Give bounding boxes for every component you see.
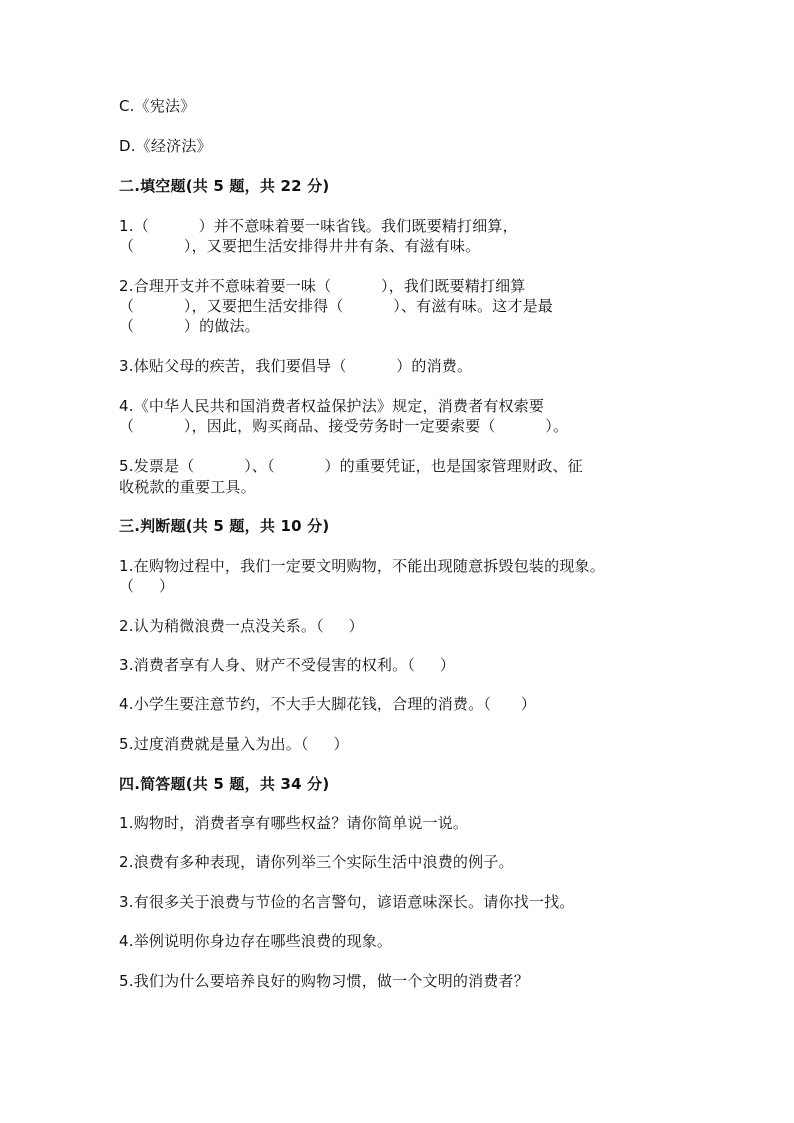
section-short-answer-heading: 四.简答题(共 5 题，共 34 分)	[119, 775, 330, 793]
section-fill-blank-heading: 二.填空题(共 5 题，共 22 分)	[119, 177, 330, 195]
option-d: D.《经济法》	[119, 137, 212, 155]
section-judgment-heading: 三.判断题(共 5 题，共 10 分)	[119, 517, 330, 535]
short-q2: 2.浪费有多种表现，请你列举三个实际生活中浪费的例子。	[119, 853, 514, 871]
fill-q4-line1: 4.《中华人民共和国消费者权益保护法》规定，消费者有权索要	[119, 397, 545, 415]
fill-q2-line3: （ ）的做法。	[119, 317, 260, 335]
fill-q5-line2: 收税款的重要工具。	[119, 478, 256, 496]
fill-q1-line2: （ ），又要把生活安排得井井有条、有滋有味。	[119, 237, 481, 255]
judge-q3: 3.消费者享有人身、财产不受侵害的权利。（ ）	[119, 656, 456, 674]
fill-q1-line1: 1.（ ）并不意味着要一味省钱。我们既要精打细算，	[119, 217, 518, 235]
fill-q2-line1: 2.合理开支并不意味着要一味（ ），我们既要精打细算	[119, 277, 526, 295]
option-c: C.《宪法》	[119, 97, 196, 115]
short-q3: 3.有很多关于浪费与节俭的名言警句，谚语意味深长。请你找一找。	[119, 893, 575, 911]
fill-q2-line2: （ ），又要把生活安排得（ ）、有滋有味。这才是最	[119, 297, 553, 315]
fill-q5-line1: 5.发票是（ ）、（ ）的重要凭证，也是国家管理财政、征	[119, 457, 583, 475]
judge-q2: 2.认为稍微浪费一点没关系。（ ）	[119, 617, 364, 635]
short-q5: 5.我们为什么要培养良好的购物习惯，做一个文明的消费者？	[119, 972, 529, 990]
fill-q3-line1: 3.体贴父母的疾苦，我们要倡导（ ）的消费。	[119, 357, 473, 375]
judge-q1-line1: 1.在购物过程中，我们一定要文明购物，不能出现随意拆毁包装的现象。	[119, 557, 605, 575]
short-q1: 1.购物时，消费者享有哪些权益？请你简单说一说。	[119, 814, 469, 832]
judge-q4: 4.小学生要注意节约，不大手大脚花钱，合理的消费。（ ）	[119, 695, 537, 713]
judge-q5: 5.过度消费就是量入为出。（ ）	[119, 735, 349, 753]
short-q4: 4.举例说明你身边存在哪些浪费的现象。	[119, 932, 393, 950]
fill-q4-line2: （ ），因此，购买商品、接受劳务时一定要索要（ ）。	[119, 417, 569, 435]
judge-q1-line2: （ ）	[119, 577, 175, 595]
